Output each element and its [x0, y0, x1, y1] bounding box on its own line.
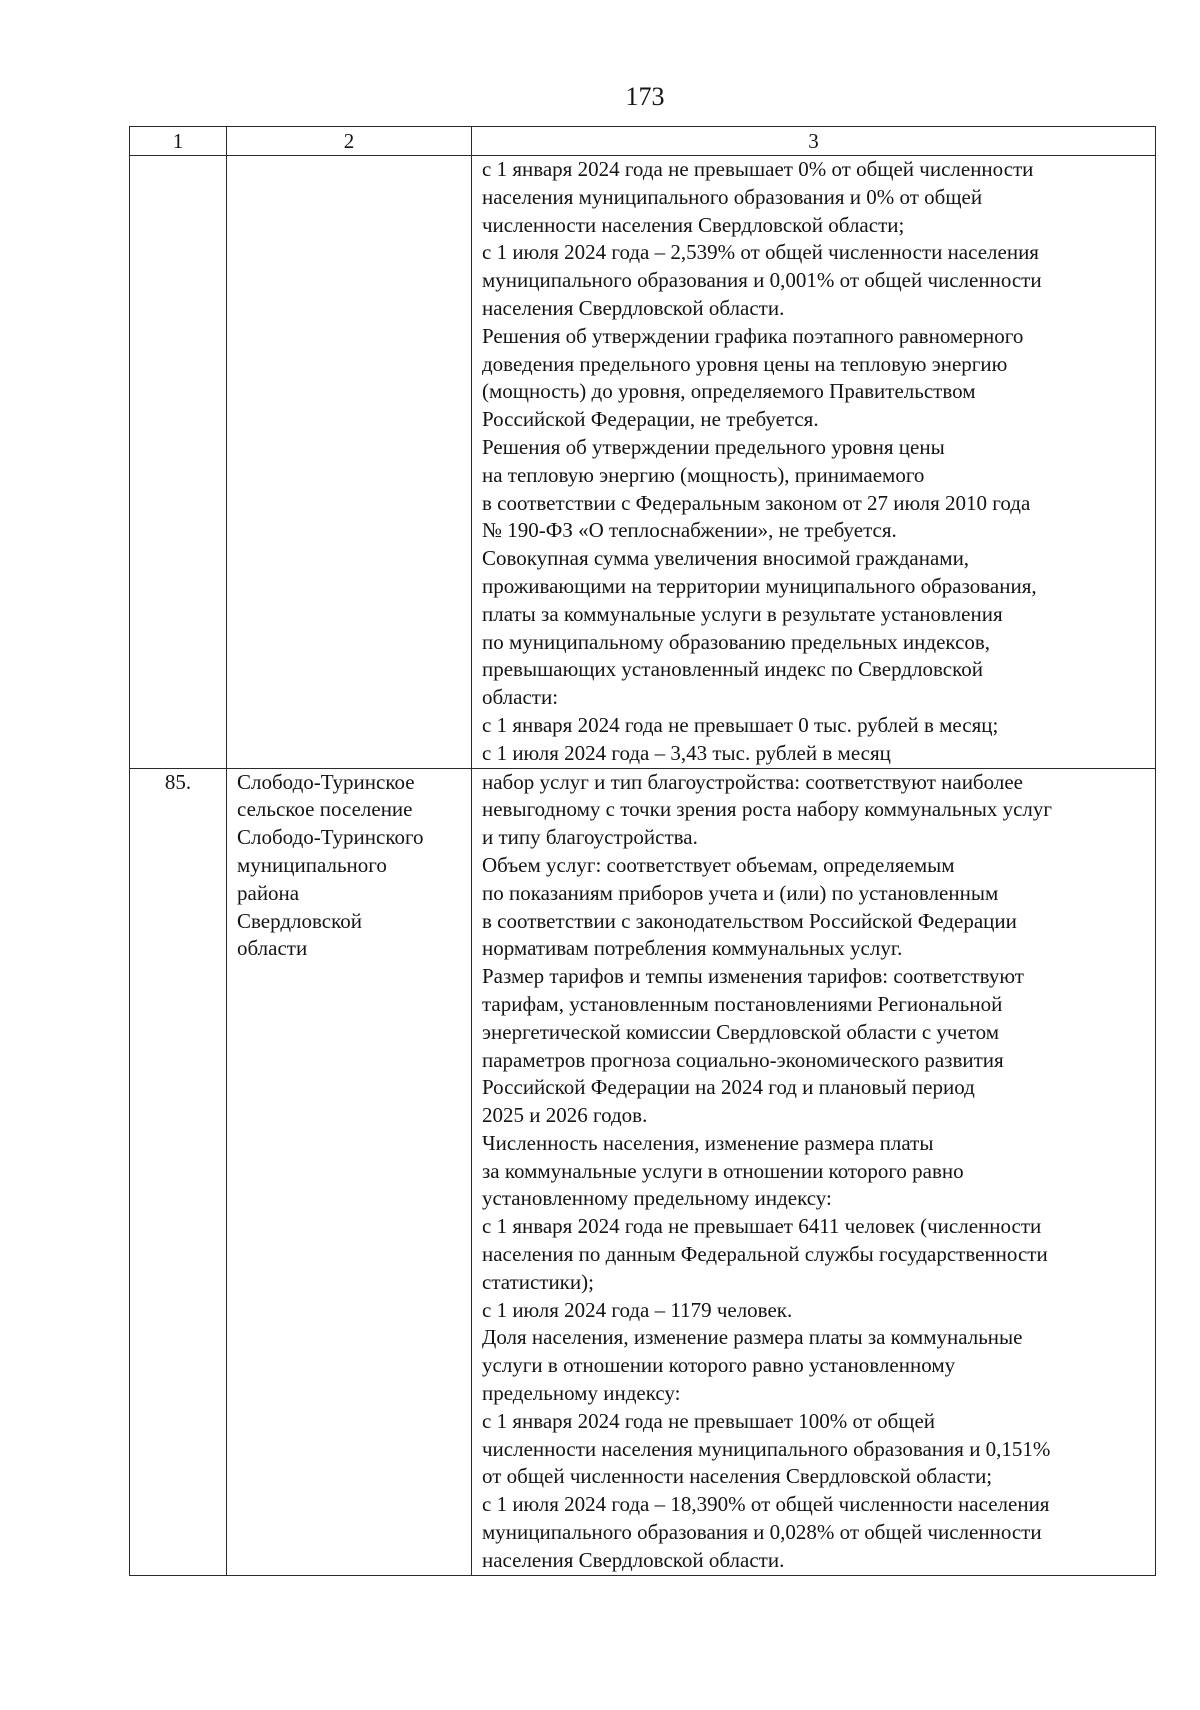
text-line: численности населения Свердловской области;	[482, 212, 905, 237]
text-line: с 1 июля 2024 года – 3,43 тыс. рублей в месяц	[482, 740, 891, 765]
text-line: численности населения муниципального образования и 0,151%	[482, 1436, 1051, 1461]
text-line: услуги в отношении которого равно установленному	[482, 1353, 956, 1378]
text-line: доведения предельного уровня цены на тепловую энергию	[482, 351, 1008, 376]
text-line: предельному индексу:	[482, 1381, 681, 1406]
text-line: платы за коммунальные услуги в результате установления	[482, 601, 1003, 626]
text-line: в соответствии с Федеральным законом от 27 июля 2010 года	[482, 490, 1031, 515]
text-line: с 1 июля 2024 года – 18,390% от общей численности населения	[482, 1492, 1050, 1517]
text-line: Российской Федерации, не требуется.	[482, 407, 819, 432]
text-line: области:	[482, 685, 559, 710]
text-line: Численность населения, изменение размера платы	[482, 1130, 934, 1155]
text-line: Совокупная сумма увеличения вносимой гражданами,	[482, 546, 970, 571]
text-line: муниципального образования и 0,028% от общей численности	[482, 1520, 1042, 1545]
table-header-row	[130, 127, 1156, 156]
text-line: параметров прогноза социально-экономического развития	[482, 1047, 1004, 1072]
text-line: № 190-ФЗ «О теплоснабжении», не требуется.	[482, 518, 897, 543]
column-header-2: 2	[227, 127, 472, 156]
column-header-1: 1	[130, 127, 227, 156]
name-line: Свердловской	[237, 908, 362, 933]
row-number: 85.	[130, 768, 227, 1575]
text-line: Размер тарифов и темпы изменения тарифов: соответствуют	[482, 964, 1024, 989]
text-line: 2025 и 2026 годов.	[482, 1103, 648, 1128]
text-line: и типу благоустройства.	[482, 825, 698, 850]
text-line: на тепловую энергию (мощность), принимаемого	[482, 462, 925, 487]
text-line: нормативам потребления коммунальных услуг.	[482, 936, 903, 961]
text-line: с 1 января 2024 года не превышает 6411 человек (численности	[482, 1214, 1042, 1239]
text-line: Доля населения, изменение размера платы за коммунальные	[482, 1325, 1023, 1350]
text-line: населения Свердловской области.	[482, 295, 785, 320]
text-line: невыгодному с точки зрения роста набору коммунальных услуг	[482, 797, 1053, 822]
text-line: от общей численности населения Свердловской области;	[482, 1464, 993, 1489]
name-line: области	[237, 936, 308, 961]
text-line: Российской Федерации на 2024 год и плановый период	[482, 1075, 975, 1100]
table-row	[130, 156, 1156, 769]
text-line: Решения об утверждении графика поэтапного равномерного	[482, 323, 1024, 348]
text-line: энергетической комиссии Свердловской области с учетом	[482, 1019, 1000, 1044]
text-line: набор услуг и тип благоустройства: соответствуют наиболее	[482, 769, 1023, 794]
text-line: проживающими на территории муниципального образования,	[482, 573, 1037, 598]
text-line: населения муниципального образования и 0% от общей	[482, 184, 983, 209]
name-line: Слободо-Туринского	[237, 825, 424, 850]
text-line: Объем услуг: соответствует объемам, определяемым	[482, 852, 955, 877]
municipality-name-empty	[227, 156, 472, 769]
text-line: статистики);	[482, 1269, 594, 1294]
text-line: в соответствии с законодательством Российской Федерации	[482, 908, 1017, 933]
text-line: с 1 января 2024 года не превышает 100% от общей	[482, 1408, 936, 1433]
name-line: сельское поселение	[237, 797, 413, 822]
text-line: тарифам, установленным постановлениями Региональной	[482, 991, 1003, 1016]
text-line: по показаниям приборов учета и (или) по установленным	[482, 880, 999, 905]
document-table	[129, 126, 1156, 1576]
text-line: установленному предельному индексу:	[482, 1186, 832, 1211]
page-number: 173	[625, 82, 665, 111]
table-row	[130, 768, 1156, 1575]
text-line: по муниципальному образованию предельных индексов,	[482, 629, 991, 654]
municipality-name	[227, 768, 472, 1575]
name-line: Слободо-Туринское	[237, 769, 415, 794]
name-line: района	[237, 880, 300, 905]
text-line: с 1 января 2024 года не превышает 0 тыс. рублей в месяц;	[482, 712, 999, 737]
name-line: муниципального	[237, 852, 387, 877]
row-number-empty	[130, 156, 227, 769]
text-line: населения по данным Федеральной службы государственности	[482, 1242, 1048, 1267]
text-line: (мощность) до уровня, определяемого Правительством	[482, 379, 976, 404]
text-line: населения Свердловской области.	[482, 1547, 785, 1572]
text-line: с 1 июля 2024 года – 2,539% от общей численности населения	[482, 240, 1039, 265]
column-header-3: 3	[472, 127, 1156, 156]
text-line: превышающих установленный индекс по Свердловской	[482, 657, 983, 682]
text-line: с 1 июля 2024 года – 1179 человек.	[482, 1297, 793, 1322]
row-85-content	[472, 768, 1156, 1575]
text-line: с 1 января 2024 года не превышает 0% от общей численности	[482, 157, 1034, 181]
text-line: муниципального образования и 0,001% от общей численности	[482, 268, 1042, 293]
text-line: за коммунальные услуги в отношении которого равно	[482, 1158, 964, 1183]
continuation-content	[472, 156, 1156, 769]
text-line: Решения об утверждении предельного уровня цены	[482, 434, 945, 459]
